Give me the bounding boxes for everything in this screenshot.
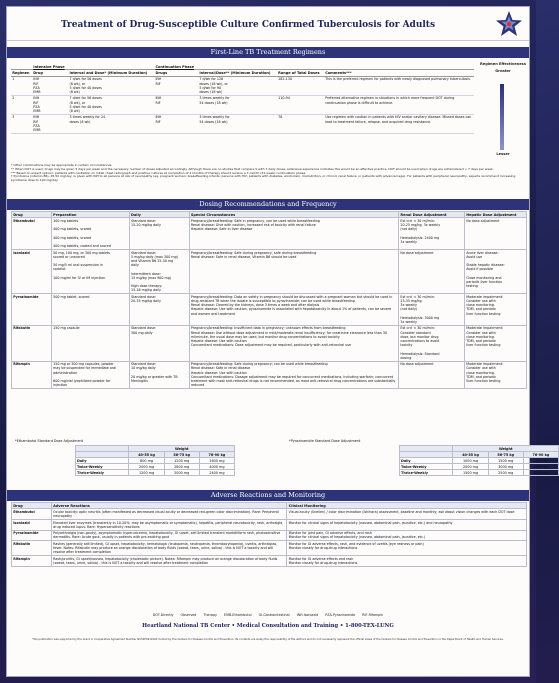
- regimen-effectiveness-scale: [477, 62, 529, 162]
- dosing-column-header: Special Circumstances: [189, 212, 399, 218]
- dosing-row: [12, 294, 527, 326]
- clinical-monitoring: Visual acuity (Snellen) / color discrimination (Ishihara) assessment, baseline and monthly; ask about vision changes with each DOT dose: [287, 509, 527, 520]
- dosing-preparation: 150 mg capsule: [51, 325, 129, 361]
- regimen-phase-header: Intensive Phase: [32, 64, 68, 70]
- dosing-daily: Standard dose: 20-35 mg/kg daily: [129, 294, 189, 326]
- dosing-row: [12, 250, 527, 294]
- ethambutol-adjust-dose: 2000 mg: [129, 464, 164, 470]
- adverse-drug-name: Rifampin: [12, 555, 52, 566]
- pyrazinamide-adjust-dose: 3000 mg: [488, 464, 523, 470]
- pyrazinamide-adjust-dose: 2500 mg: [488, 470, 523, 476]
- dosing-drug-name: Isoniazid: [12, 250, 52, 294]
- pyrazinamide-adjust-weight-col: 76-90 kg: [523, 452, 558, 458]
- effectiveness-gradient-bar: [500, 84, 504, 150]
- dosing-daily: Standard dose: 300 mg daily: [129, 325, 189, 361]
- dosing-special-circumstances: Pregnancy/breastfeeding: Insufficient data in pregnancy; unknown effects from breastfeeding Renal disease: Use without dose adjustment in mild/moderate renal insufficiency; for creatinine clearance less than 30 ml/minute, the usual dose may be used, but monitor drug concentrations to avoid toxicity Hepatic disease: Use with caution Concomitant medications: Dose adjustment may be required, particularly with anti-retroviral use: [189, 325, 399, 361]
- regimen-dose-range: 182-130: [277, 76, 324, 95]
- regimen-column-header: Comments***: [324, 70, 474, 76]
- note: † Pyridoxine (vitamin B6), 25-50 mg/day, is given with INH to all persons at risk of neuropathy (eg, pregnant women; breastfeeding infants; persons with HIV; patients with diabetes, alcoholism, malnutrition, or chronic renal failure; or patients with advanced age). For patients with peripheral neuropathy, experts recommend increasing pyridoxine dose to 100 mg/day.: [11, 174, 516, 183]
- pyrazinamide-adjust-dose: 1500 mg: [453, 470, 488, 476]
- dosing-renal-adjustment: Est crcl < 30 ml/min: 25-35 mg/kg; 3x weekly (not daily) Hemodialysis: 3000 mg 3x weekly: [399, 294, 465, 326]
- pyrazinamide-adjust-block: [289, 439, 550, 476]
- dosing-preparation: 100 mg tablets 400 mg tablets, scored 400 mg tablets, scored 400 mg tablets, coated and scored: [51, 218, 129, 250]
- effectiveness-greater: Greater: [495, 69, 511, 73]
- footer-contact: Heartland National TB Center • Medical Consultation and Training • 1-800-TEX-LUNG: [142, 623, 394, 629]
- dosing-preparation: 500 mg tablet, scored: [51, 294, 129, 326]
- dosing-column-header: Hepatic Dose Adjustment: [465, 212, 527, 218]
- regimen-column-header: Range of Total Doses: [277, 70, 324, 76]
- star-logo-icon: [495, 10, 523, 38]
- regimens-band: First-Line TB Treatment Regimens: [7, 47, 529, 58]
- regimen-column-header: Interval and Dose* (Minimum Duration): [68, 70, 154, 76]
- ethambutol-adjust-block: [15, 439, 245, 476]
- regimen-intensive-interval: 7 d/wk for 56 doses (8 wk), or 5 d/wk for 40 doses (8 wk): [68, 76, 154, 95]
- adverse-drug-name: Rifabutin: [12, 541, 52, 556]
- dosing-renal-adjustment: No dose adjustment: [399, 250, 465, 294]
- ethambutol-adjust-table: [75, 445, 235, 476]
- weight-header: Weight: [129, 446, 235, 452]
- pyrazinamide-adjust-frequency: Twice-Weekly: [400, 464, 453, 470]
- regimen-column-header: Drugs: [154, 70, 198, 76]
- regimen-phase-header: Continuation Phase: [154, 64, 198, 70]
- ethambutol-adjust-dose: 1200 mg: [129, 470, 164, 476]
- dosing-special-circumstances: Pregnancy/breastfeeding: Safe in pregnancy, can be used while breastfeeding Renal disease: Give with caution, increased risk of toxicity with renal failure Hepatic disease: Safe in liver disease: [189, 218, 399, 250]
- page-title: Treatment of Drug-Susceptible Culture Confirmed Tuberculosis for Adults: [60, 20, 436, 30]
- dosing-band: Dosing Recommendations and Frequency: [7, 199, 529, 210]
- regimen-number: 1: [11, 76, 32, 95]
- ethambutol-adjust-dose: 2800 mg: [164, 464, 199, 470]
- dosing-renal-adjustment: Est crcl < 30 ml/min: Consider standard dose, but monitor drug concentrations to avoid toxicity Hemodialysis: Standard dosing: [399, 325, 465, 361]
- note: * Other combinations may be appropriate in certain circumstances.: [11, 163, 113, 167]
- pyrazinamide-adjust-frequency: Daily: [400, 458, 453, 464]
- adverse-drug-name: Isoniazid: [12, 519, 52, 530]
- dosing-column-header: Renal Dose Adjustment: [399, 212, 465, 218]
- adverse-column-header: Clinical Monitoring: [287, 503, 527, 509]
- adverse-row: [12, 530, 527, 541]
- regimen-intensive-interval: 7 d/wk for 56 doses (8 wk), or 5 d/wk for 40 doses (8 wk): [68, 95, 154, 114]
- regimen-number: 3: [11, 114, 32, 133]
- regimen-continuation-interval: 7 d/wk for 126 doses (18 wk), or 5 d/wk for 90 doses (18 wk): [198, 76, 277, 95]
- dosing-special-circumstances: Pregnancy/breastfeeding: Data on safety in pregnancy should be discussed with a pregnant woman but should be used in drug-resistant TB when the isolate is susceptible to pyrazinamide; can be used while breastfeeding Renal disease: Cleared by the kidneys, dose 3 times a week and after dialysis Hepatic disease: Use with caution, pyrazinamide is associated with hepatotoxicity in about 1% of patients, can be severe and worsen oral treatment: [189, 294, 399, 326]
- clinical-monitoring: Monitor for joint pain, GI adverse effects, and rash Monitor for clinical signs of hepatotoxicity (nausea, abdominal pain, jaundice, etc.): [287, 530, 527, 541]
- pyrazinamide-adjust-dose: 4000 mg: [523, 464, 558, 470]
- note: ** When DOT is used, drugs may be given 5 days per week and the necessary number of doses adjusted accordingly. Although there are no studies that compare 5 with 7 daily doses, extensive experience indicates this would be an effective practice. DOT should be used when drugs are administered < 7 days per week.: [11, 166, 494, 171]
- adverse-row: [12, 509, 527, 520]
- dosing-drug-name: Rifabutin: [12, 325, 52, 361]
- funding-disclaimer: This publication was supported by the Grant or Cooperative Agreement Number NU52PS910161 funded by the Centers for Disease Control and Prevention. Its contents are solely the responsibility of the authors and do not necessarily represent the official views of the Centers for Disease Control and Prevention or the Department of Health and Human Services.: [32, 638, 504, 641]
- dosing-renal-adjustment: Est crcl < 30 ml/min: 20-25 mg/kg; 3x weekly (not daily) Hemodialysis: 2400 mg 3x weekly: [399, 218, 465, 250]
- ethambutol-adjust-dose: 2000 mg: [164, 470, 199, 476]
- dosing-column-header: Preparation: [51, 212, 129, 218]
- ethambutol-adjust-frequency: Thrice-Weekly: [76, 470, 129, 476]
- adverse-row: [12, 519, 527, 530]
- adverse-column-header: Adverse Reactions: [51, 503, 287, 509]
- dosing-hepatic-adjustment: Moderate impairment: Consider use with close monitoring. TDM, and periodic liver function testing: [465, 294, 527, 326]
- adverse-drug-name: Pyrazinamide: [12, 530, 52, 541]
- ethambutol-adjust-weight-col: 40-55 kg: [129, 452, 164, 458]
- regimen-continuation-drugs: INH RIF: [154, 114, 198, 133]
- pyrazinamide-adjust-table: [399, 445, 559, 476]
- effectiveness-lesser: Lesser: [496, 152, 510, 156]
- dosing-hepatic-adjustment: Acute liver disease: Avoid use Stable hepatic disease: Avoid if possible Close monitoring and periodic liver function testing: [465, 250, 527, 294]
- regimen-dose-range: 110-94: [277, 95, 324, 114]
- dosing-drug-name: Rifampin: [12, 361, 52, 388]
- regimen-intensive-drugs: INH RIF PZA EMB: [32, 114, 68, 133]
- pyrazinamide-adjust-dose: 2000 mg: [453, 464, 488, 470]
- ethambutol-adjust-frequency: Daily: [76, 458, 129, 464]
- pyrazinamide-adjust-frequency: Thrice-Weekly: [400, 470, 453, 476]
- regimens-table-wrap: [11, 64, 474, 134]
- regimens-table: [11, 64, 474, 134]
- pyrazinamide-adjust-dose: 3000 mg: [523, 470, 558, 476]
- regimen-intensive-interval: 3 times weekly for 24 doses (8 wk): [68, 114, 154, 133]
- regimen-notes: [11, 164, 527, 183]
- pyrazinamide-adjust-dose: 1000 mg: [453, 458, 488, 464]
- adverse-row: [12, 541, 527, 556]
- pyrazinamide-adjust-dose: 1500 mg: [488, 458, 523, 464]
- dosing-daily: Standard dose: 10 mg/kg daily 20 mg/kg or greater with TB Meningitis: [129, 361, 189, 388]
- dosing-preparation: 50 mg, 100 mg, or 300 mg tablets scored or unscored 50 mg/5 ml oral suspension in sorbitol 100 mg/ml for IV or IM injection: [51, 250, 129, 294]
- adverse-table-wrap: [11, 502, 527, 567]
- dosing-column-header: Drug: [12, 212, 52, 218]
- dosing-hepatic-adjustment: Moderate impairment: Consider use with close monitoring. TDM, and periodic liver function testing: [465, 361, 527, 388]
- dosing-daily: Standard dose: 15-20 mg/kg daily: [129, 218, 189, 250]
- pyrazinamide-adjust-weight-col: 56-75 kg: [488, 452, 523, 458]
- regimen-row: [11, 114, 474, 133]
- dosing-hepatic-adjustment: No dose adjustment: [465, 218, 527, 250]
- ethambutol-adjust-frequency: Twice-Weekly: [76, 464, 129, 470]
- ethambutol-adjust-dose: 2400 mg: [199, 470, 234, 476]
- adverse-reactions: Polyarthralgia (non-gouty), asymptomatic hyperuricemia, hepatotoxicity, GI upset, self-limited transient morbilliform rash, photosensitive dermatitis. Rare: Acute gout, usually in patients with pre-existing gout: [51, 530, 287, 541]
- regimen-intensive-drugs: INH RIF PZA EMB: [32, 76, 68, 95]
- regimen-intensive-drugs: INH RIF PZA EMB: [32, 95, 68, 114]
- weight-header: Weight: [453, 446, 559, 452]
- dosing-renal-adjustment: No dose adjustment: [399, 361, 465, 388]
- ethambutol-adjust-row: [76, 470, 235, 476]
- pyrazinamide-adjust-caption: *Pyrazinamide Standard Dose Adjustment: [289, 439, 361, 443]
- ethambutol-adjust-dose: 4000 mg: [199, 464, 234, 470]
- regimen-continuation-drugs: INH RIF: [154, 95, 198, 114]
- regimen-continuation-drugs: INH RIF: [154, 76, 198, 95]
- effectiveness-title: Regimen Effectiveness: [480, 62, 526, 66]
- dosing-table-wrap: [11, 211, 527, 389]
- ethambutol-adjust-weight-col: 76-90 kg: [199, 452, 234, 458]
- adverse-drug-name: Ethambutol: [12, 509, 52, 520]
- dosing-preparation: 150 mg or 300 mg capsules, powder may be suspended for immediate oral administration 600 mg/vial lyophilized powder for injection: [51, 361, 129, 388]
- regimen-column-header: Drug: [32, 70, 68, 76]
- dosing-drug-name: Pyrazinamide: [12, 294, 52, 326]
- ethambutol-adjust-weight-col: 56-75 kg: [164, 452, 199, 458]
- regimen-dose-range: 78: [277, 114, 324, 133]
- dosing-table: [11, 211, 527, 389]
- ethambutol-adjust-dose: 800 mg: [129, 458, 164, 464]
- ethambutol-adjust-dose: 1600 mg: [199, 458, 234, 464]
- clinical-monitoring: Monitor for GI adverse effects and rash Monitor closely for drug-drug interactions: [287, 555, 527, 566]
- regimen-column-header: Interval/Dose** (Minimum Duration): [198, 70, 277, 76]
- dosing-special-circumstances: Pregnancy/breastfeeding: Safe during pregnancy, safe during breastfeeding Renal disease: Safe in renal disease, Vitamin B6 should be used: [189, 250, 399, 294]
- pyrazinamide-adjust-dose: 2000 mg: [523, 458, 558, 464]
- regimen-row: [11, 95, 474, 114]
- dosing-row: [12, 218, 527, 250]
- adverse-reactions: Elevated liver enzymes (transiently in 10-20%; may be asymptomatic or symptomatic), hepatitis, peripheral neurotoxicity, rash, arthralgia, drug induced lupus. Rare: Hypersensitivity reactions: [51, 519, 287, 530]
- ethambutol-adjust-caption: *Ethambutol Standard Dose Adjustment: [15, 439, 84, 443]
- adverse-reactions: Rash/pruritis, GI upset/nausea, hepatotoxicity (cholestatic picture). Notes: Rifampin may produce an orange discoloration of body fluids (sweat, tears, urine, saliva) - this is NOT a toxicity and will resolve after treatment completion: [51, 555, 287, 566]
- dosing-drug-name: Ethambutol: [12, 218, 52, 250]
- adverse-reactions: Rashes (generally self-limited), GI upset, hepatotoxicity, hematologic (leukopenia, neutropenia, thrombocytopenia), uveitis, arthralgias, fever. Notes: Rifabutin may produce an orange discoloration of body fluids (sweat, tears, urine, saliva) - this is NOT a toxicity and will resolve after treatment completion: [51, 541, 287, 556]
- regimen-row: [11, 76, 474, 95]
- reference-sheet: [6, 6, 550, 677]
- dosing-row: [12, 325, 527, 361]
- regimen-comments: This is the preferred regimen for patients with newly diagnosed pulmonary tuberculosis.: [324, 76, 474, 95]
- dosing-daily: Standard dose: 5 mg/kg daily (max 300 mg) and Vitamin B6 25-50 mg daily Intermittent dose: 15 mg/kg (max 900 mg) High dose therapy: 15-16 mg/kg daily: [129, 250, 189, 294]
- regimen-continuation-interval: 3 times weekly for 54 doses (18 wk): [198, 114, 277, 133]
- regimen-number: 2: [11, 95, 32, 114]
- title-bar: [7, 7, 529, 41]
- clinical-monitoring: Monitor for GI adverse effects, rash, and evidence of uveitis (eye redness or pain) Monitor closely for drug-drug interactions: [287, 541, 527, 556]
- abbreviation-legend: DOT-Directly Observed Therapy EMB-Ethambutol GI-Gastrointestinal INH-Isoniazid PZA-Pyrazinamide RIF-Rifampin: [152, 613, 384, 617]
- regimen-comments: Preferred alternative regimen in situations in which more frequent DOT during continuation phase is difficult to achieve.: [324, 95, 474, 114]
- adverse-column-header: Drug: [12, 503, 52, 509]
- adverse-table: [11, 502, 527, 567]
- dosing-row: [12, 361, 527, 388]
- dosing-special-circumstances: Pregnancy/breastfeeding: Safe during pregnancy; can be used while breastfeeding Renal disease: Safe in renal disease Hepatic disease: Use with caution Concomitant medications: Dosage adjustment may be required for concurrent medications, including warfarin; concurrent treatment with most anti-retroviral drugs is not recommended, as most anti-retroviral drug concentrations are substantially reduced: [189, 361, 399, 388]
- dosing-hepatic-adjustment: Moderate impairment: Consider use with close monitoring. TDM, and periodic liver function testing: [465, 325, 527, 361]
- ethambutol-adjust-dose: 1200 mg: [164, 458, 199, 464]
- adverse-band: Adverse Reactions and Monitoring: [7, 490, 529, 501]
- adverse-reactions: Ocular toxicity: optic neuritis (often manifested as decreased visual acuity or decreased red-green color discrimination). Rare: Peripheral neuropathy: [51, 509, 287, 520]
- regimen-column-header: Regimen: [11, 70, 32, 76]
- pyrazinamide-adjust-weight-col: 40-55 kg: [453, 452, 488, 458]
- note: *** Based on expert opinion, patients with cavitation on initial chest radiograph and positive cultures at completion of 2 months of therapy should receive a 7-month (31-week) continuation phase.: [11, 170, 307, 175]
- regimen-comments: Use regimen with caution in patients with HIV and/or cavitary disease. Missed doses can lead to treatment failure, relapse, and acquired drug resistance.: [324, 114, 474, 133]
- adverse-row: [12, 555, 527, 566]
- clinical-monitoring: Monitor for clinical signs of hepatotoxicity (nausea, abdominal pain, jaundice, etc.) and neuropathy: [287, 519, 527, 530]
- dosing-column-header: Daily: [129, 212, 189, 218]
- pyrazinamide-adjust-row: [400, 470, 559, 476]
- regimen-continuation-interval: 3 times weekly for 54 doses (18 wk): [198, 95, 277, 114]
